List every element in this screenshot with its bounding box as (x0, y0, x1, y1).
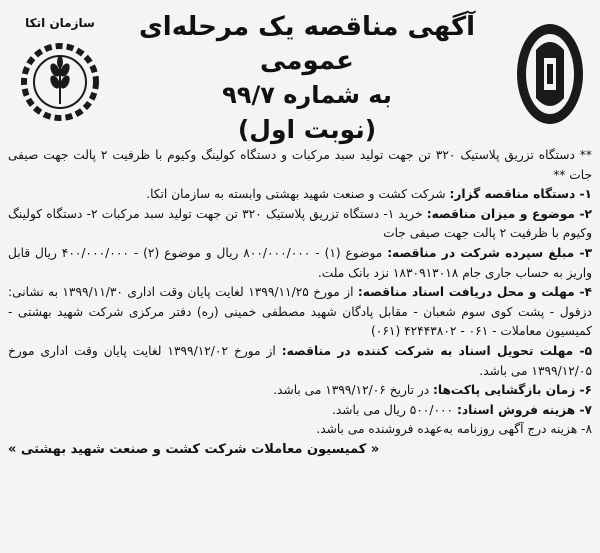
notice-titles (108, 10, 506, 148)
item-label: ۳- مبلغ سپرده شرکت در مناقصه: (387, 245, 593, 260)
notice-title: آگهی مناقصه یک مرحله‌ای عمومی (138, 12, 476, 76)
item-text: در تاریخ ۱۳۹۹/۱۲/۰۶ می باشد. (273, 383, 434, 398)
item-label: ۶- زمان بازگشایی پاکت‌ها: (433, 383, 592, 398)
notice-item-8 (8, 420, 592, 440)
item-text: ۸- هزینه درج آگهی روزنامه به‌عهده فروشنده می باشد. (316, 422, 592, 437)
item-label: ۲- موضوع و میزان مناقصه: (426, 206, 592, 221)
notice-item-5 (8, 342, 592, 381)
notice-round: (نوبت اول) (237, 115, 377, 144)
item-label: ۱- دستگاه مناقصه گزار: (449, 187, 592, 202)
notice-item-6 (8, 381, 592, 401)
item-label: ۵- مهلت تحویل اسناد به شرکت کننده در مناقصه: (281, 343, 593, 358)
notice-item-3 (8, 244, 592, 283)
notice-item-2 (8, 205, 592, 244)
notice-body (8, 146, 592, 440)
notice-intro: ** دستگاه تزریق پلاستیک ۳۲۰ تن جهت تولید سبد مرکبات و دستگاه کولینگ وکیوم با ظرفیت ۲ پالت جهت صیفی جات ** (8, 148, 592, 182)
notice-item-4 (8, 283, 592, 342)
item-text: از مورخ ۱۳۹۹/۱۲/۰۲ لغایت پایان وقت اداری مورخ ۱۳۹۹/۱۲/۰۵ می باشد. (8, 343, 592, 378)
notice-item-1 (8, 185, 592, 205)
notice-number: به شماره ۹۹/۷ (222, 81, 392, 109)
notice-item-7 (8, 401, 592, 421)
item-text: موضوع (۱) - ۸۰۰/۰۰۰/۰۰۰ ریال و موضوع (۲) - ۴۰۰/۰۰۰/۰۰۰ ریال قابل واریز به حساب جاری جام ۱۸۳۰۹۱۳۰۱۸ نزد بانک ملت. (8, 245, 592, 280)
item-label: ۴- مهلت و محل دریافت اسناد مناقصه: (357, 285, 592, 300)
item-text: شرکت کشت و صنعت شهید بهشتی وابسته به سازمان اتکا. (146, 187, 450, 202)
item-text: از مورخ ۱۳۹۹/۱۱/۲۵ لغایت پایان وقت اداری ۱۳۹۹/۱۱/۳۰ به نشانی: دزفول - پشت کوی سوم شعبان - مقابل پادگان شهید مصطفی خمینی (ره) دفتر مرکزی شرکت شهید بهشتی - کمیسیون معاملات - ۰۶۱ - ۴۲۴۴۳۸۰۲ (۰۶۱) (8, 285, 592, 339)
notice-header (8, 6, 592, 146)
item-text: ۵۰۰/۰۰۰ ریال می باشد. (331, 402, 457, 417)
wheat-gear-seal-logo (14, 16, 106, 132)
notice-footer: « کمیسیون معاملات شرکت کشت و صنعت شهید بهشتی » (8, 441, 380, 457)
logo-org-name: سازمان اتکا (25, 16, 95, 30)
item-text: خرید ۱- دستگاه تزریق پلاستیک ۳۲۰ تن جهت تولید سبد مرکبات ۲- دستگاه کولینگ وکیوم با ظرفیت ۲ پالت جهت صیفی جات (8, 206, 592, 241)
org-monogram-logo (514, 20, 586, 128)
item-label: ۷- هزینه فروش اسناد: (456, 402, 592, 417)
